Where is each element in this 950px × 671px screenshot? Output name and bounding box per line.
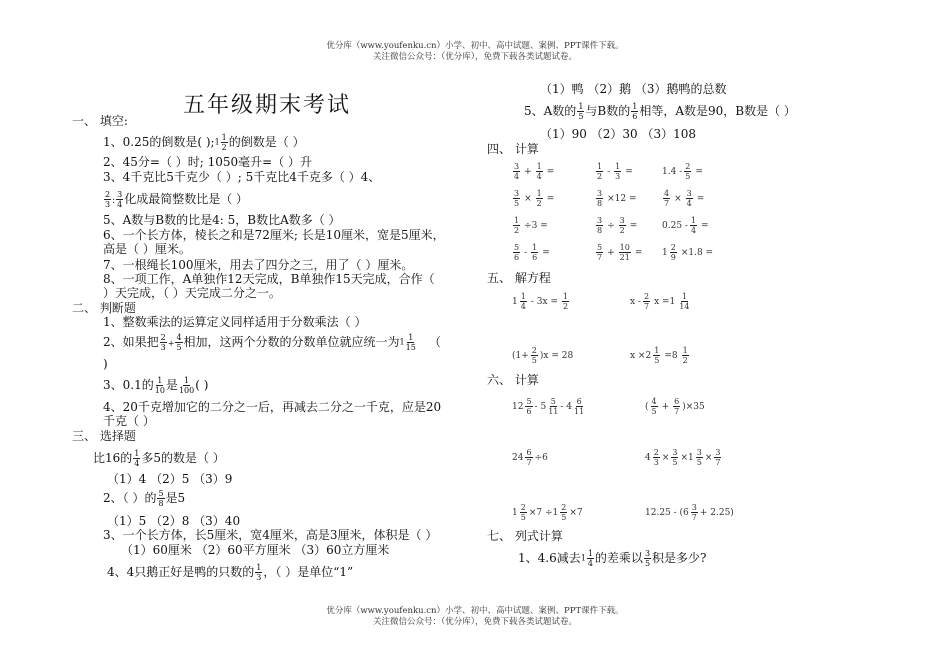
s1-q6a: 6、一个长方体，棱长之和是72厘米; 长是10厘米，宽是5厘米， <box>103 228 445 242</box>
mixed-calc-2: ( $\frac{4}{5}$ + $\frac{6}{7}$ )×35 <box>645 397 705 416</box>
s2-q4b: 千克（ ） <box>103 414 155 428</box>
s1-q3: 3、4千克比5千克少（ ）; 5千克比4千克多（ ）4、 <box>103 170 381 184</box>
mixed-calc-5: 1 $\frac{2}{5}$ ×7 ÷1 $\frac{2}{5}$ ×7 <box>512 503 583 522</box>
equation-1: 1 $\frac{1}{4}$ - 3x = $\frac{1}{2}$ <box>512 292 569 311</box>
equation-4: x ×2 $\frac{1}{5}$ =8 $\frac{1}{2}$ <box>630 346 688 365</box>
s3-q1: 比16的 $\frac{1}{4}$ 多5的数是（ ） <box>93 449 225 468</box>
s1-q5: 5、A数与B数的比是4: 5，B数比A数多（ ） <box>103 213 341 227</box>
s3-q5-options: （1）90 （2）30 （3）108 <box>540 127 696 141</box>
section-1-heading: 一、 填空: <box>72 114 128 128</box>
s2-q2-close: ) <box>103 357 108 371</box>
calc-3-1: $\frac{1}{2}$ ÷3 = <box>514 216 548 235</box>
s7-q1: 1、4.6减去1 $\frac{1}{4}$ 的差乘以 $\frac{3}{5}$ 积是多少? <box>518 549 707 568</box>
section-3-heading: 三、 选择题 <box>72 429 136 443</box>
calc-2-2: $\frac{3}{8}$ ×12 = <box>597 189 637 208</box>
s3-q4-options: （1）鸭 （2）鹅 （3）鹅鸭的总数 <box>540 82 727 96</box>
section-6-heading: 六、 计算 <box>487 373 539 387</box>
calc-3-2: $\frac{3}{8}$ ÷ $\frac{3}{2}$ = <box>597 216 638 235</box>
s1-q4: $\frac{2}{3}$ : $\frac{3}{4}$ 化成最简整数比是（ ） <box>105 190 249 209</box>
section-7-heading: 七、 列式计算 <box>487 529 563 543</box>
mixed-calc-4: 4 $\frac{2}{3}$ × $\frac{3}{5}$ ×1 $\frac{3}{5}$ × $\frac{3}{7}$ <box>645 448 721 467</box>
calc-4-1: $\frac{5}{6}$ - $\frac{1}{6}$ = <box>514 243 550 262</box>
s3-q2-options: （1）5 （2）8 （3）40 <box>107 514 241 528</box>
calc-3-3: 0.25 - $\frac{1}{4}$ = <box>662 216 709 235</box>
s3-q3: 3、一个长方体，长5厘米，宽4厘米，高是3厘米，体积是（ ） <box>103 528 438 542</box>
equation-3: (1+ $\frac{2}{5}$ )x = 28 <box>512 346 574 365</box>
calc-1-3: 1.4 - $\frac{2}{5}$ = <box>662 162 703 181</box>
calc-4-2: $\frac{5}{7}$ + $\frac{10}{21}$ = <box>597 243 643 262</box>
s1-q8b: ）天完成，（ ）天完成二分之一。 <box>103 286 281 300</box>
s1-q7: 7、一根绳长100厘米，用去了四分之三，用了（ ）厘米。 <box>103 258 414 272</box>
s2-q4a: 4、20千克增加它的二分之一后，再减去二分之一千克，应是20 <box>103 400 442 414</box>
s2-q2: 2、如果把 $\frac{2}{3}$ + $\frac{4}{5}$ 相加，这两个分数的分数单位就应统一为1 $\frac{1}{15}$ （ <box>103 333 441 352</box>
mixed-calc-3: 24 $\frac{6}{7}$ ÷6 <box>512 448 548 467</box>
page-title: 五年级期末考试 <box>183 93 352 118</box>
footer-line-1: 优分库（www.youfenku.cn）小学、初中、高中试题、案例、PPT课件下载。 <box>326 606 624 616</box>
calc-2-1: $\frac{3}{5}$ × $\frac{1}{2}$ = <box>514 189 555 208</box>
equation-2: x - $\frac{2}{7}$ x =1 $\frac{1}{14}$ <box>630 292 690 311</box>
s1-q8a: 8、一项工作，A单独作12天完成，B单独作15天完成，合作（ <box>103 272 435 286</box>
section-4-heading: 四、 计算 <box>487 142 539 156</box>
s3-q1-options: （1）4 （2）5 （3）9 <box>107 472 233 486</box>
calc-1-2: $\frac{1}{2}$ - $\frac{1}{3}$ = <box>597 162 633 181</box>
mixed-calc-1: 12 $\frac{5}{6}$ - 5 $\frac{5}{11}$ - 4 $\frac{6}{11}$ <box>512 397 585 416</box>
mixed-calc-6: 12.25 - (6 $\frac{3}{7}$ + 2.25) <box>645 503 734 522</box>
s1-q6b: 高是（ ）厘米。 <box>103 242 191 256</box>
s1-q1: 1、0.25的倒数是( );1 $\frac{1}{2}$ 的倒数是（ ） <box>103 133 305 152</box>
s2-q1: 1、整数乘法的运算定义同样适用于分数乘法（ ） <box>103 315 367 329</box>
calc-4-3: 1 $\frac{2}{9}$ ×1.8 = <box>662 243 714 262</box>
s1-q2: 2、45分=（ ）时; 1050毫升=（ ）升 <box>103 155 313 169</box>
s2-q3: 3、0.1的 $\frac{1}{10}$ 是 $\frac{1}{100}$ ( ) <box>103 376 209 395</box>
calc-1-1: $\frac{3}{4}$ + $\frac{1}{4}$ = <box>514 162 555 181</box>
calc-2-3: $\frac{4}{7}$ × $\frac{3}{4}$ = <box>664 189 705 208</box>
s3-q5: 5、A数的 $\frac{1}{5}$ 与B数的 $\frac{1}{6}$ 相等，A数是90，B数是（ ） <box>524 102 796 121</box>
header-line-1: 优分库（www.youfenku.cn）小学、初中、高中试题、案例、PPT课件下载。 <box>326 41 624 51</box>
s3-q3-options: （1）60厘米 （2）60平方厘米 （3）60立方厘米 <box>121 543 390 557</box>
section-5-heading: 五、 解方程 <box>487 271 551 285</box>
s3-q2: 2、（ ）的 $\frac{5}{8}$ 是5 <box>103 489 186 508</box>
s3-q4: 4、4只鹅正好是鸭的只数的 $\frac{1}{3}$ ，（ ）是单位“1” <box>107 563 354 582</box>
header-line-2: 关注微信公众号：（优分库），免费下载各类试题试卷。 <box>372 52 577 62</box>
footer-line-2: 关注微信公众号：（优分库），免费下载各类试题试卷。 <box>372 617 577 627</box>
section-2-heading: 二、 判断题 <box>72 301 136 315</box>
